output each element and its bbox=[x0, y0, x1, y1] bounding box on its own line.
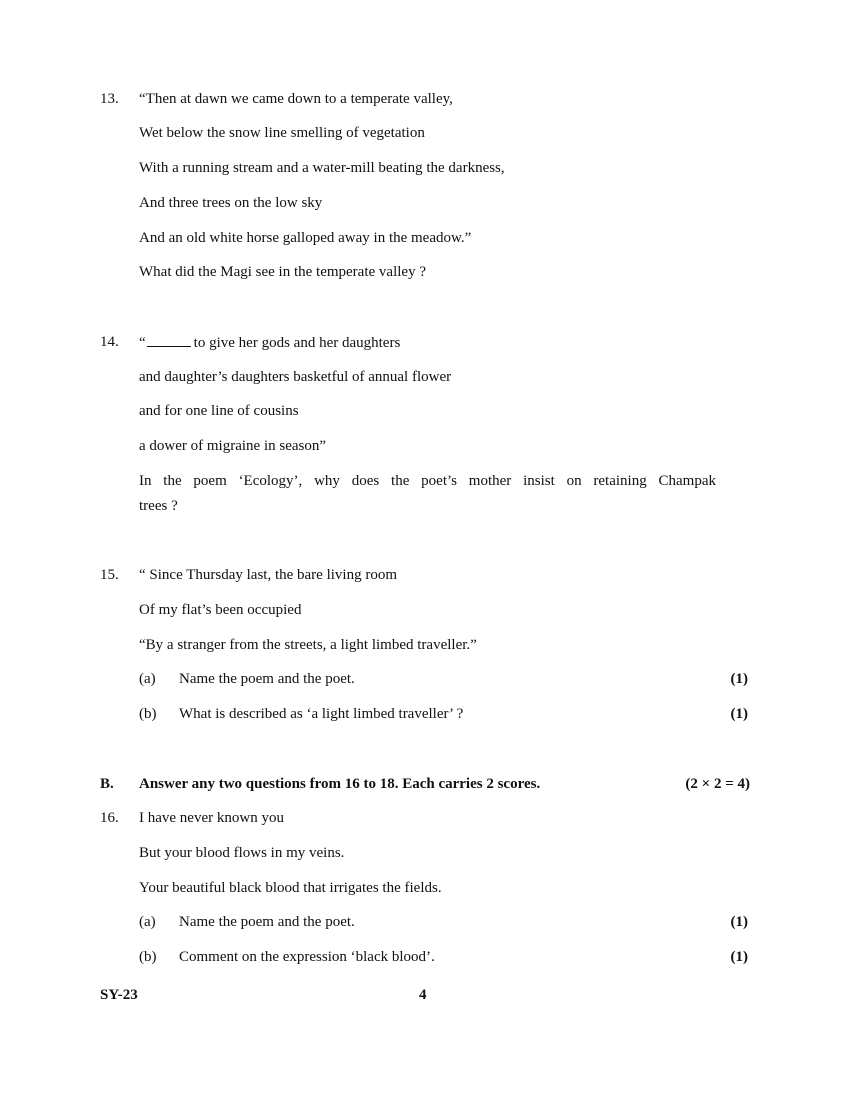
section-b-instruction: Answer any two questions from 16 to 18. Each carries 2 scores. bbox=[139, 776, 541, 792]
q16-line-2: But your blood flows in my veins. bbox=[139, 845, 345, 861]
q15-line-1: “ Since Thursday last, the bare living room bbox=[139, 567, 397, 583]
q15-subquestion-b-text: What is described as ‘a light limbed traveller’ ? bbox=[179, 706, 464, 722]
q13-line-1: “Then at dawn we came down to a temperate valley, bbox=[139, 91, 453, 107]
q13-line-3: With a running stream and a water-mill beating the darkness, bbox=[139, 160, 505, 176]
q16-subquestion-b-score: (1) bbox=[730, 949, 748, 965]
q14-line-3: and for one line of cousins bbox=[139, 403, 299, 419]
q13-line-5: And an old white horse galloped away in the meadow.” bbox=[139, 230, 472, 246]
fill-in-blank bbox=[147, 333, 191, 347]
q16-subquestion-b-label: (b) bbox=[139, 949, 157, 965]
q14-line-2: and daughter’s daughters basketful of annual flower bbox=[139, 369, 452, 385]
q16-subquestion-a-score: (1) bbox=[730, 914, 748, 930]
section-b-label: B. bbox=[100, 776, 114, 792]
q14-question-line-1: In the poem ‘Ecology’, why does the poet’s mother insist on retaining Champak bbox=[139, 473, 716, 489]
q16-subquestion-b-text: Comment on the expression ‘black blood’. bbox=[179, 949, 435, 965]
page-number: 4 bbox=[419, 987, 427, 1003]
q15-subquestion-a-text: Name the poem and the poet. bbox=[179, 671, 355, 687]
q15-line-3: “By a stranger from the streets, a light limbed traveller.” bbox=[139, 637, 477, 653]
q14-open-quote: “ bbox=[139, 335, 146, 351]
q16-line-1: I have never known you bbox=[139, 810, 284, 826]
question-number-14: 14. bbox=[100, 334, 119, 350]
q15-subquestion-b-label: (b) bbox=[139, 706, 157, 722]
q16-line-3: Your beautiful black blood that irrigates the fields. bbox=[139, 880, 442, 896]
q15-subquestion-a-label: (a) bbox=[139, 671, 156, 687]
question-number-15: 15. bbox=[100, 567, 119, 583]
q14-line-4: a dower of migraine in season” bbox=[139, 438, 327, 454]
q14-line-1 bbox=[139, 333, 400, 352]
question-number-16: 16. bbox=[100, 810, 119, 826]
q15-subquestion-b-score: (1) bbox=[730, 706, 748, 722]
question-number-13: 13. bbox=[100, 91, 119, 107]
section-b-marks: (2 × 2 = 4) bbox=[685, 776, 750, 792]
q13-line-2: Wet below the snow line smelling of vegetation bbox=[139, 125, 425, 141]
q16-subquestion-a-text: Name the poem and the poet. bbox=[179, 914, 355, 930]
q15-line-2: Of my flat’s been occupied bbox=[139, 602, 302, 618]
paper-code: SY-23 bbox=[100, 987, 138, 1003]
q15-subquestion-a-score: (1) bbox=[730, 671, 748, 687]
q14-line-1-text: to give her gods and her daughters bbox=[193, 335, 401, 351]
q14-question-line-2: trees ? bbox=[139, 498, 178, 514]
q13-line-4: And three trees on the low sky bbox=[139, 195, 323, 211]
q16-subquestion-a-label: (a) bbox=[139, 914, 156, 930]
q13-question: What did the Magi see in the temperate valley ? bbox=[139, 264, 426, 280]
